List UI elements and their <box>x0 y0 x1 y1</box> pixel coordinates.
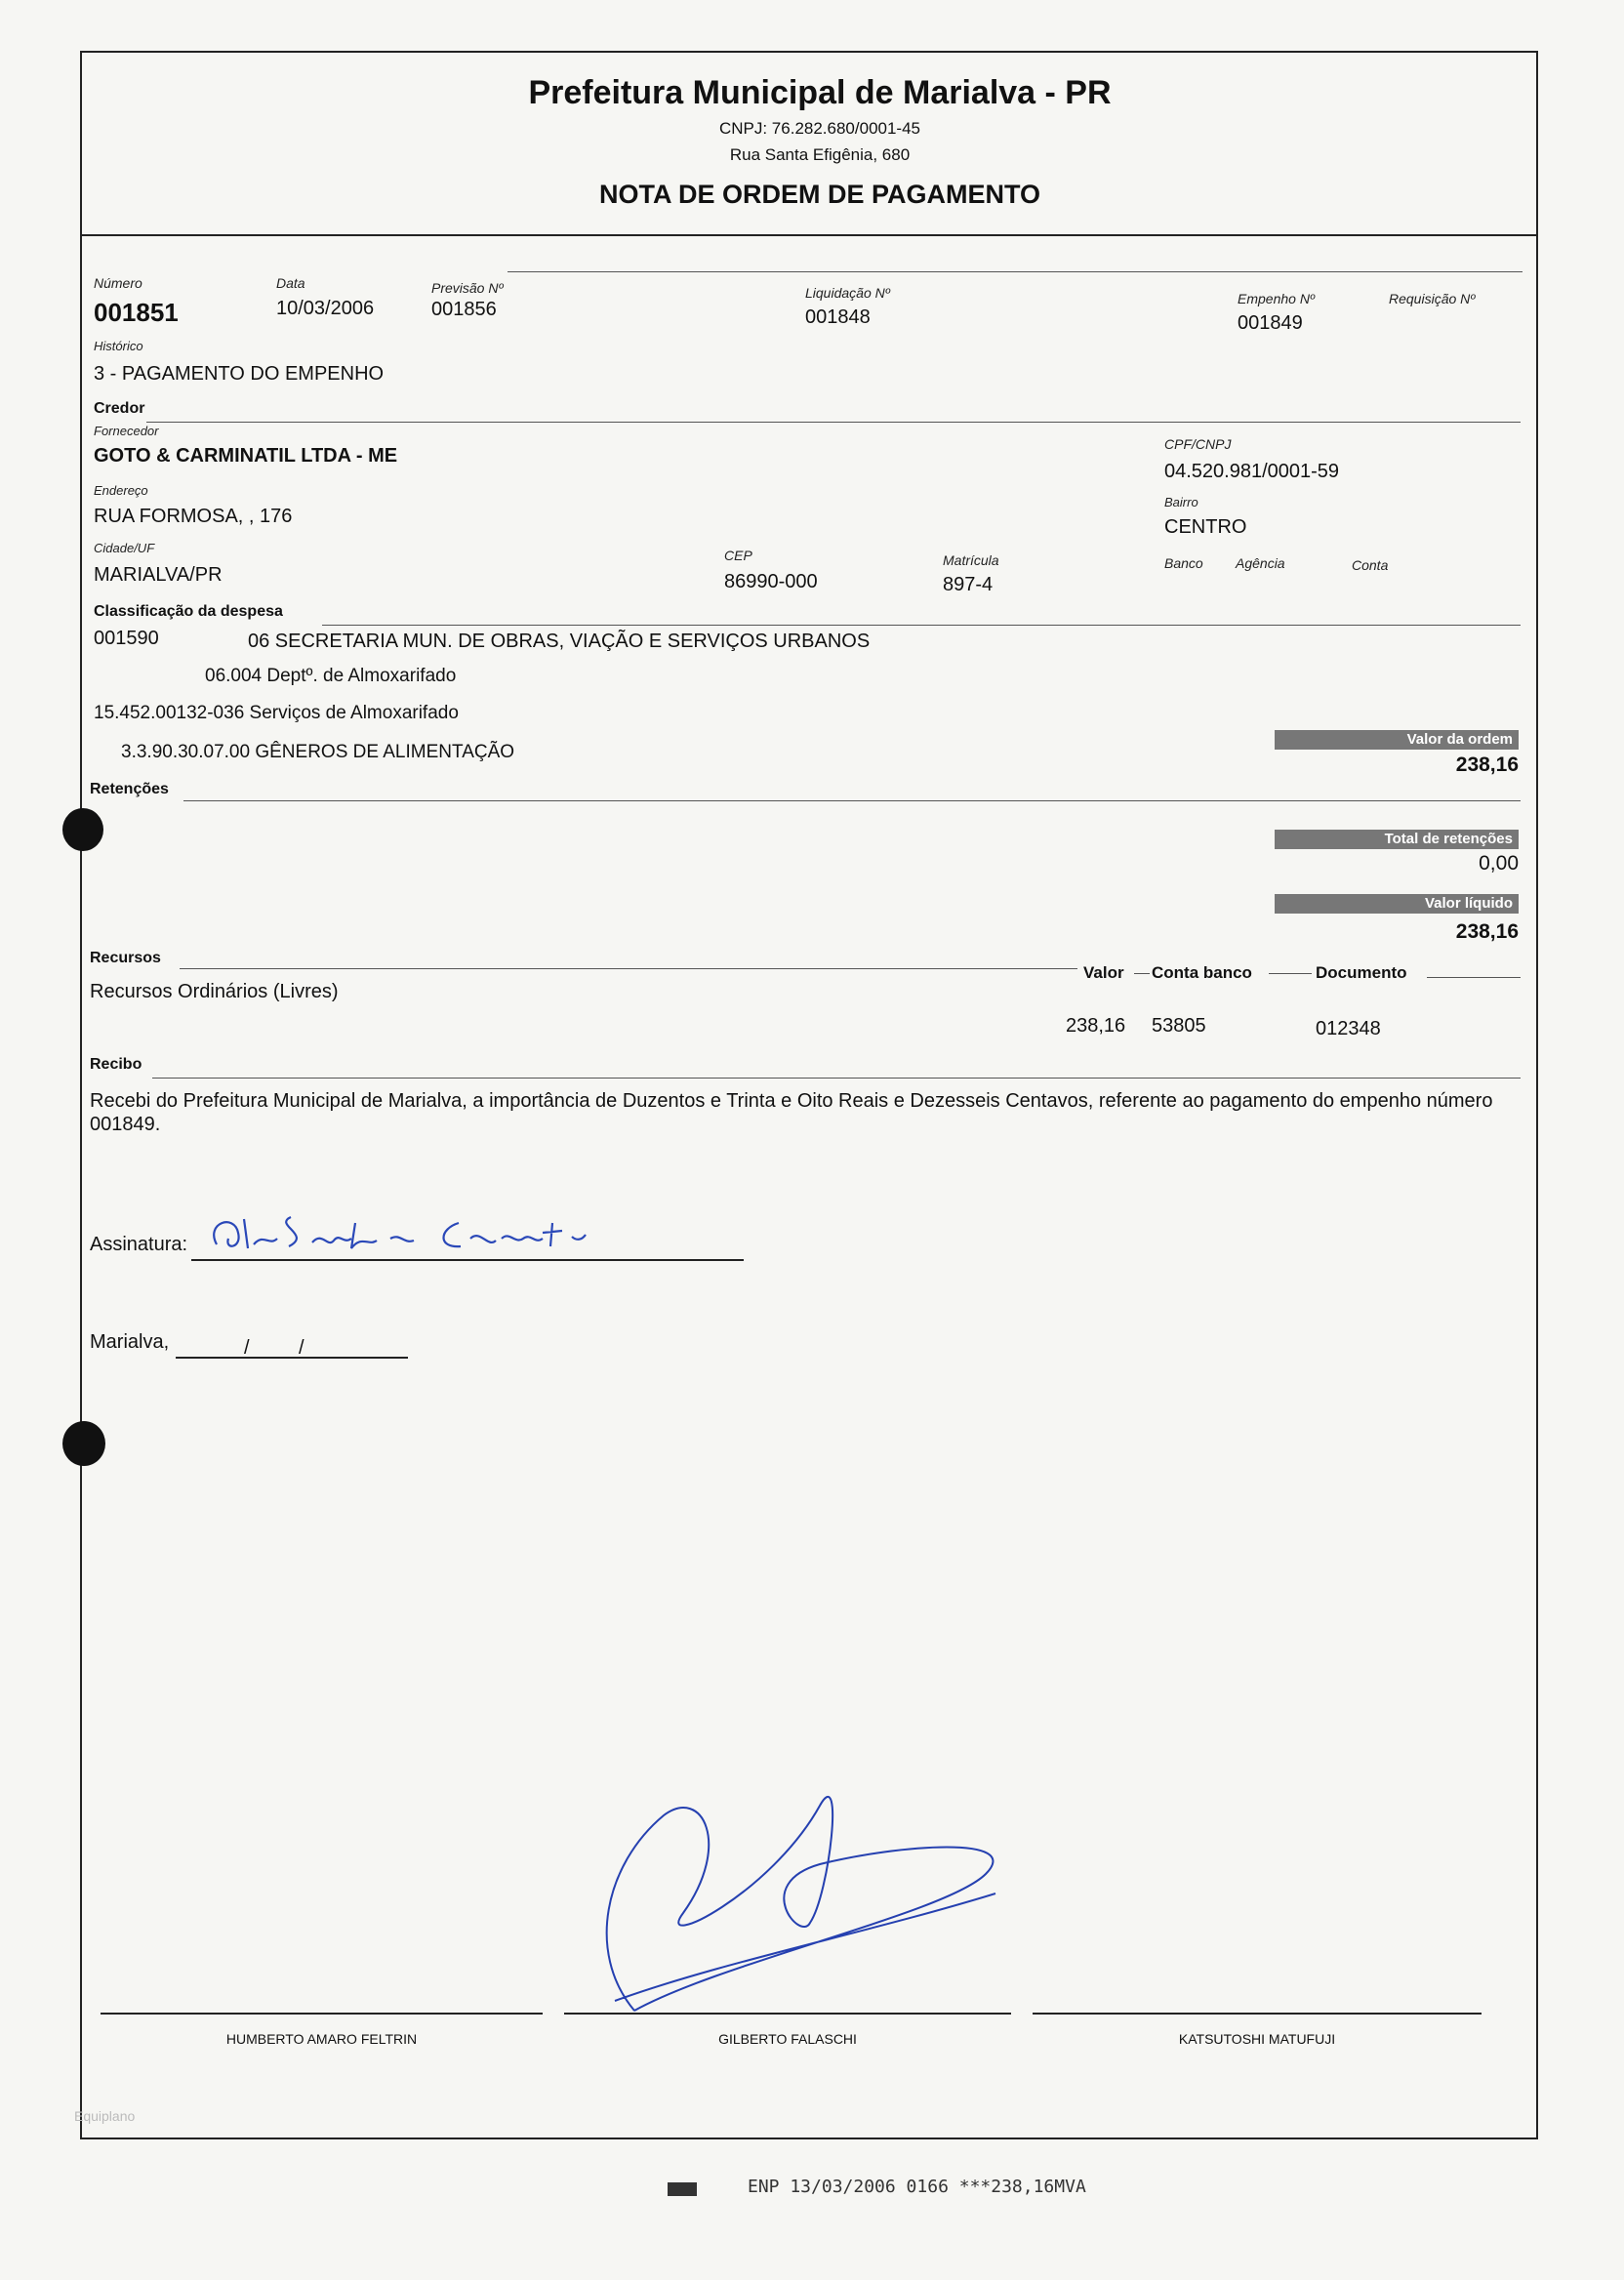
total-retencoes-value: 0,00 <box>1479 852 1519 875</box>
cidade-label: Cidade/UF <box>94 541 155 555</box>
recibo-rule <box>152 1078 1521 1079</box>
signature-line-2 <box>564 2013 1011 2015</box>
cpf-label: CPF/CNPJ <box>1164 436 1232 452</box>
bank-stamp: ENP 13/03/2006 0166 ***238,16MVA <box>748 2177 1086 2197</box>
endereco-value: RUA FORMOSA, , 176 <box>94 506 293 527</box>
date-slash-1: / <box>244 1337 250 1359</box>
cidade-value: MARIALVA/PR <box>94 564 223 586</box>
punch-hole-1 <box>62 808 103 851</box>
fornecedor-label: Fornecedor <box>94 424 159 438</box>
equiplano-brand: Equiplano <box>74 2108 136 2124</box>
recursos-documento: 012348 <box>1316 1018 1381 1039</box>
cnpj: CNPJ: 76.282.680/0001-45 <box>718 119 921 138</box>
recursos-valor-label: Valor <box>1083 963 1124 982</box>
recursos-valor: 238,16 <box>1066 1015 1126 1037</box>
document-title: NOTA DE ORDEM DE PAGAMENTO <box>598 180 1040 209</box>
local-label: Marialva, <box>90 1331 170 1353</box>
address: Rua Santa Efigênia, 680 <box>729 145 911 164</box>
historico-label: Histórico <box>94 339 143 353</box>
empenho-value: 001849 <box>1238 312 1303 334</box>
signature-line-3 <box>1033 2013 1482 2015</box>
stamp-mark-icon <box>668 2182 697 2196</box>
page-title: Prefeitura Municipal de Marialva - PR <box>528 74 1112 111</box>
handwritten-signature <box>205 1205 634 1264</box>
empenho-label: Empenho Nº <box>1238 291 1316 306</box>
matricula-label: Matrícula <box>943 552 999 568</box>
recibo-text: Recebi do Prefeitura Municipal de Marialva, a importância de Duzentos e Trinta e Oito Reais e Dezesseis Centavos, referente ao pagamento do empenho número 001849. <box>90 1090 1493 1135</box>
retencoes-rule <box>183 800 1521 801</box>
endereco-label: Endereço <box>94 483 148 498</box>
classificacao-line1: 06 SECRETARIA MUN. DE OBRAS, VIAÇÃO E SERVIÇOS URBANOS <box>248 631 871 652</box>
retencoes-section: Retenções <box>90 781 169 797</box>
agencia-label: Agência <box>1236 555 1285 571</box>
date-slash-2: / <box>299 1337 304 1359</box>
recursos-documento-label: Documento <box>1316 963 1407 982</box>
classificacao-rule <box>322 625 1521 626</box>
valor-ordem-label: Valor da ordem <box>1275 730 1519 750</box>
requisicao-label: Requisição Nº <box>1389 291 1476 306</box>
bairro-label: Bairro <box>1164 495 1198 509</box>
valor-liquido-value: 238,16 <box>1455 920 1519 943</box>
signatory-2: GILBERTO FALASCHI <box>718 2031 857 2047</box>
numero-value: 001851 <box>94 298 179 327</box>
recursos-rule-gap1 <box>1134 973 1150 974</box>
historico-value: 3 - PAGAMENTO DO EMPENHO <box>94 363 385 385</box>
date-line <box>176 1357 408 1359</box>
classificacao-line4: 3.3.90.30.07.00 GÊNEROS DE ALIMENTAÇÃO <box>121 742 515 762</box>
classificacao-code: 001590 <box>94 628 159 649</box>
recursos-section: Recursos <box>90 950 161 966</box>
banco-label: Banco <box>1164 555 1203 571</box>
previsao-value: 001856 <box>431 299 497 320</box>
conta-label: Conta <box>1352 557 1389 573</box>
valor-liquido-label: Valor líquido <box>1275 894 1519 914</box>
data-value: 10/03/2006 <box>276 298 375 319</box>
punch-hole-2 <box>62 1421 105 1466</box>
total-retencoes-label: Total de retenções <box>1275 830 1519 849</box>
header-divider <box>80 234 1536 236</box>
recursos-item: Recursos Ordinários (Livres) <box>90 981 339 1002</box>
classificacao-line2: 06.004 Deptº. de Almoxarifado <box>205 666 457 686</box>
numero-label: Número <box>94 275 142 291</box>
signatory-3: KATSUTOSHI MATUFUJI <box>1178 2031 1336 2047</box>
signature-line-1 <box>101 2013 543 2015</box>
liquidacao-value: 001848 <box>805 306 871 328</box>
valor-ordem-value: 238,16 <box>1455 753 1519 776</box>
recursos-rule <box>180 968 1077 969</box>
cep-label: CEP <box>724 548 752 563</box>
liquidacao-label: Liquidação Nº <box>805 285 890 301</box>
recursos-rule-end <box>1427 977 1521 978</box>
bairro-value: CENTRO <box>1164 516 1247 538</box>
cpf-value: 04.520.981/0001-59 <box>1164 461 1340 482</box>
fornecedor-value: GOTO & CARMINATIL LTDA - ME <box>94 445 398 467</box>
recursos-conta-label: Conta banco <box>1152 963 1252 982</box>
classificacao-section: Classificação da despesa <box>94 603 283 620</box>
matricula-value: 897-4 <box>943 574 994 595</box>
recibo-section: Recibo <box>90 1056 142 1073</box>
data-label: Data <box>276 275 305 291</box>
cep-value: 86990-000 <box>724 571 818 592</box>
signatory-1: HUMBERTO AMARO FELTRIN <box>225 2031 418 2047</box>
credor-section: Credor <box>94 400 145 417</box>
recursos-conta: 53805 <box>1152 1015 1206 1037</box>
large-signature <box>576 1767 1025 2030</box>
credor-rule <box>146 422 1521 423</box>
top-rule <box>508 271 1522 272</box>
assinatura-label: Assinatura: <box>90 1234 188 1255</box>
recursos-rule-gap2 <box>1269 973 1312 974</box>
previsao-label: Previsão Nº <box>431 280 504 296</box>
classificacao-line3: 15.452.00132-036 Serviços de Almoxarifado <box>94 703 459 723</box>
